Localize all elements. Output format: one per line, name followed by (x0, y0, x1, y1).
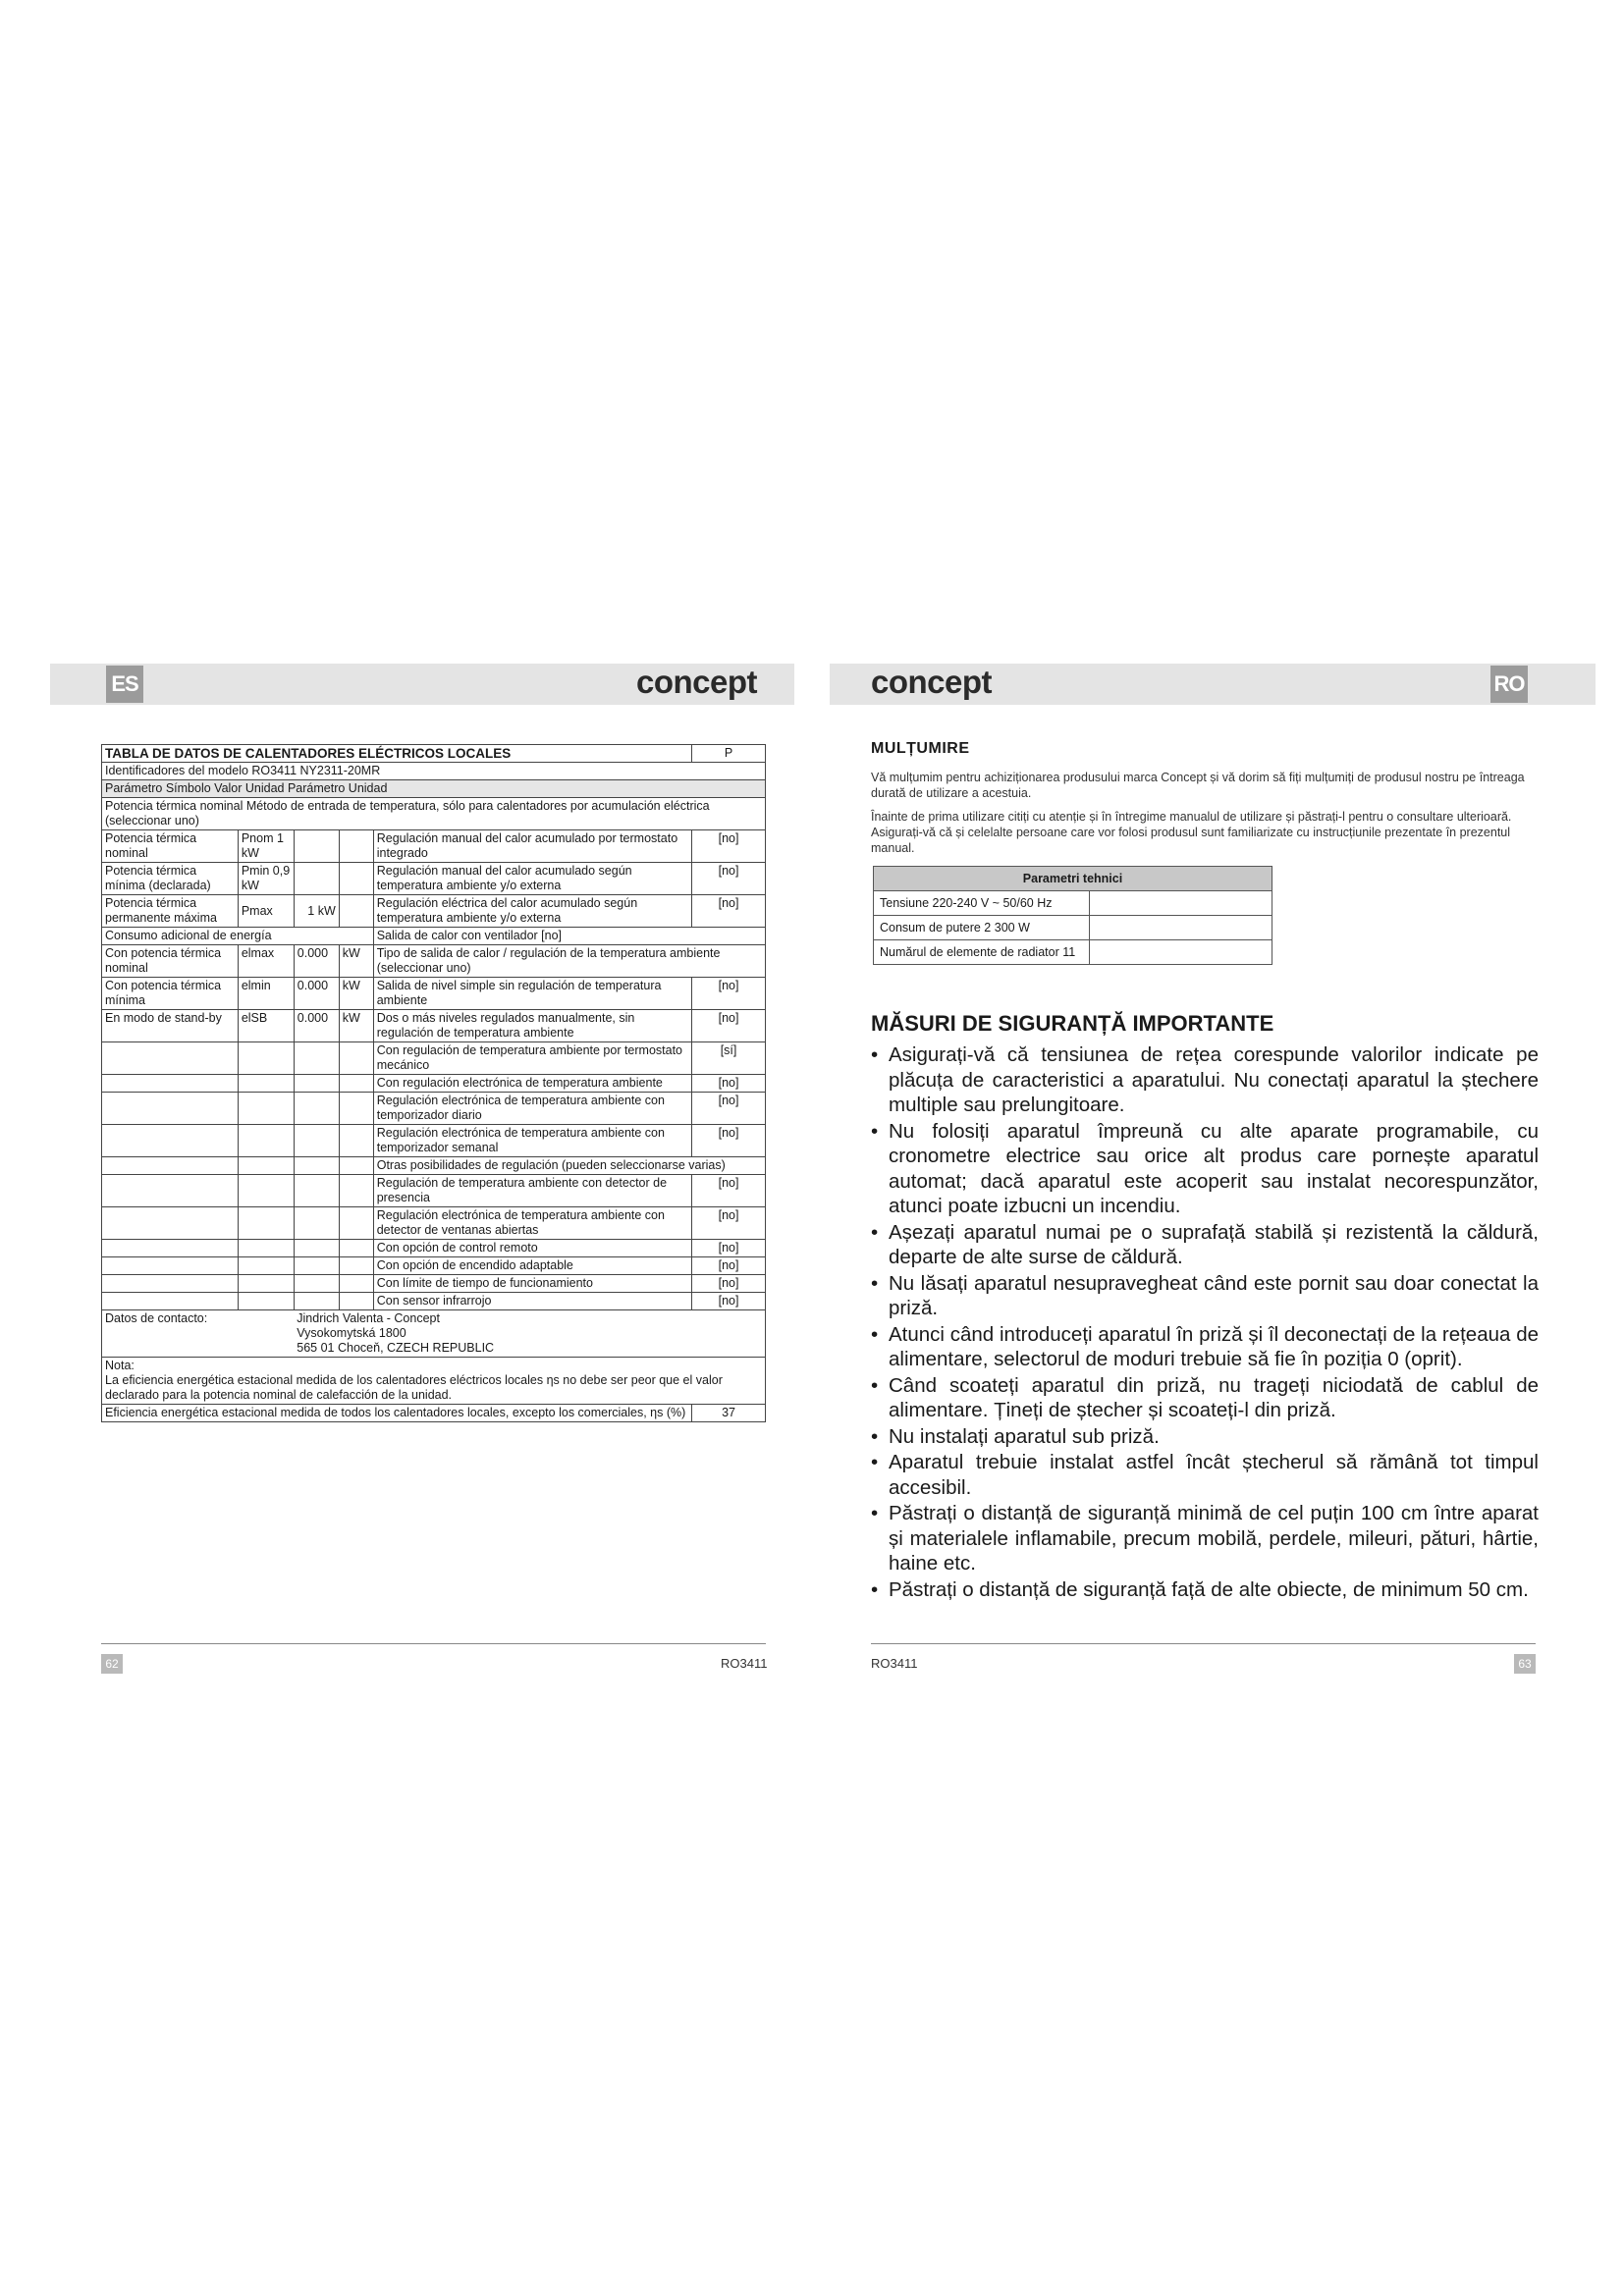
table-row (102, 978, 766, 1010)
tech-param: Numărul de elemente de radiator 11 (874, 940, 1090, 965)
table-row (102, 1075, 766, 1093)
table-row (874, 940, 1272, 965)
desc-cell: Regulación manual del calor acumulado según temperatura ambiente y/o externa (373, 863, 691, 895)
desc-cell: Tipo de salida de calor / regulación de la temperatura ambiente (seleccionar uno) (373, 945, 765, 978)
param-cell: Potencia térmica mínima (declarada) (102, 863, 239, 895)
desc-cell: Regulación electrónica de temperatura ambiente con detector de ventanas abiertas (373, 1207, 691, 1240)
unit-cell: kW (339, 945, 373, 978)
table-row (102, 1275, 766, 1293)
tech-params-table (873, 866, 1272, 965)
unit-cell (339, 830, 373, 863)
es-data-table (101, 744, 766, 1422)
footer-model-left: RO3411 (721, 1656, 768, 1671)
table-row (102, 1157, 766, 1175)
selection-cell: [no] (692, 863, 766, 895)
efficiency-label: Eficiencia energética estacional medida de todos los calentadores locales, excepto los comerciales, ηs (%) (102, 1405, 692, 1422)
unit-cell (339, 895, 373, 928)
selection-cell: [no] (692, 1175, 766, 1207)
desc-cell: Con regulación electrónica de temperatura ambiente (373, 1075, 691, 1093)
selection-cell: [no] (692, 1257, 766, 1275)
list-item: • Când scoateți aparatul din priză, nu trageți niciodată de cablul de alimentare. Țineți de ștecher și scoateți-l din priză. (871, 1373, 1539, 1423)
desc-cell: Regulación electrónica de temperatura ambiente con temporizador semanal (373, 1125, 691, 1157)
note-row (102, 1358, 766, 1405)
unit-cell: kW (339, 978, 373, 1010)
table-row (102, 1175, 766, 1207)
unit-cell: kW (339, 1010, 373, 1042)
param-cell: Potencia térmica permanente máxima (102, 895, 239, 928)
value-cell (294, 830, 339, 863)
desc-cell: Con opción de encendido adaptable (373, 1257, 691, 1275)
value-cell: 1 kW (294, 895, 339, 928)
efficiency-value: 37 (692, 1405, 766, 1422)
unit-cell (339, 863, 373, 895)
brand-logo-left: concept (636, 664, 758, 700)
page-number-right: 63 (1514, 1654, 1536, 1674)
tech-param: Tensiune 220-240 V ~ 50/60 Hz (874, 891, 1090, 916)
contact-line: Vysokomytská 1800 (297, 1326, 406, 1340)
table-row (102, 863, 766, 895)
tech-params-header: Parametri tehnici (874, 867, 1272, 891)
param-cell: En modo de stand-by (102, 1010, 239, 1042)
footer-rule-right (871, 1643, 1536, 1644)
column-headers: Parámetro Símbolo Valor Unidad Parámetro Unidad (102, 780, 766, 798)
desc-cell: Con regulación de temperatura ambiente por termostato mecánico (373, 1042, 691, 1075)
table-row (102, 1207, 766, 1240)
table-row (102, 895, 766, 928)
selection-cell: [no] (692, 1293, 766, 1310)
thanks-title: MULȚUMIRE (871, 740, 970, 757)
table-row (102, 830, 766, 863)
list-item: • Asigurați-vă că tensiunea de rețea corespunde valorilor indicate pe plăcuța de caracteristici a aparatului. Nu conectați aparatul la ștechere multiple sau prelungitoare. (871, 1042, 1539, 1118)
param-cell: Con potencia térmica nominal (102, 945, 239, 978)
symbol-cell: Pnom 1 kW (238, 830, 294, 863)
table-row (102, 1042, 766, 1075)
param-cell: Con potencia térmica mínima (102, 978, 239, 1010)
desc-cell: Regulación eléctrica del calor acumulado según temperatura ambiente y/o externa (373, 895, 691, 928)
symbol-cell: elSB (238, 1010, 294, 1042)
selection-cell: [no] (692, 1207, 766, 1240)
table-row (102, 928, 766, 945)
contact-row (102, 1310, 766, 1358)
value-cell: 0.000 (294, 978, 339, 1010)
selection-cell: [no] (692, 830, 766, 863)
table-row (102, 1125, 766, 1157)
selection-cell: [sí] (692, 1042, 766, 1075)
selection-cell: [no] (692, 1275, 766, 1293)
selection-cell: [no] (692, 1010, 766, 1042)
table-title-col: P (692, 745, 766, 763)
selection-cell: [no] (692, 1240, 766, 1257)
brand-logo-right: concept (871, 664, 993, 700)
table-row (102, 1010, 766, 1042)
fan-output: Salida de calor con ventilador [no] (373, 928, 765, 945)
safety-list (871, 1042, 1539, 1603)
desc-cell: Salida de nivel simple sin regulación de temperatura ambiente (373, 978, 691, 1010)
efficiency-row (102, 1405, 766, 1422)
instructions-paragraph: Înainte de prima utilizare citiți cu atenție și în întregime manualul de utilizare și păstrați-l pentru o consultare ulterioară. Asigurați-vă că și celelalte persoane care vor folosi produsul sunt familiarizate cu instrucțiunile prezentate în prezentul manual. (871, 810, 1512, 855)
note-label: Nota: (105, 1359, 135, 1372)
contact-label: Datos de contacto: (102, 1310, 295, 1358)
symbol-cell: elmax (238, 945, 294, 978)
table-row (102, 945, 766, 978)
table-row (874, 891, 1272, 916)
aux-label: Consumo adicional de energía (102, 928, 374, 945)
selection-cell: [no] (692, 1093, 766, 1125)
safety-title: MĂSURI DE SIGURANȚĂ IMPORTANTE (871, 1011, 1274, 1036)
page-number-left: 62 (101, 1654, 123, 1674)
table-row (102, 1240, 766, 1257)
list-item: • Nu lăsați aparatul nesupravegheat când este pornit sau doar conectat la priză. (871, 1271, 1539, 1321)
thanks-paragraph: Vă mulțumim pentru achiziționarea produsului marca Concept și vă dorim să fiți mulțumiți de produsul nostru pe întreaga durată de utilizare a acestuia. (871, 771, 1525, 800)
footer-rule-left (101, 1643, 766, 1644)
list-item: • Nu folosiți aparatul împreună cu alte aparate programabile, cu cronometre electrice sau orice alt produs care pornește aparatul automat; dacă aparatul este acoperit sau instalat necorespunzător, atunci poate izbucni un incendiu. (871, 1119, 1539, 1219)
desc-cell: Otras posibilidades de regulación (pueden seleccionarse varias) (373, 1157, 765, 1175)
list-item: • Păstrați o distanță de siguranță minimă de cel puțin 100 cm între aparat și materialele inflamabile, precum mobilă, perdele, mileuri, pături, hârtie, haine etc. (871, 1501, 1539, 1576)
selection-cell: [no] (692, 1125, 766, 1157)
list-item: • Așezați aparatul numai pe o suprafață stabilă și rezistentă la căldură, departe de alte surse de căldură. (871, 1220, 1539, 1270)
table-row (874, 916, 1272, 940)
desc-cell: Regulación de temperatura ambiente con detector de presencia (373, 1175, 691, 1207)
language-badge-ro: RO (1490, 666, 1528, 703)
symbol-cell: elmin (238, 978, 294, 1010)
selection-cell: [no] (692, 978, 766, 1010)
selection-cell: [no] (692, 1075, 766, 1093)
selection-cell: [no] (692, 895, 766, 928)
symbol-cell: Pmin 0,9 kW (238, 863, 294, 895)
tech-param: Consum de putere 2 300 W (874, 916, 1090, 940)
table-row (102, 1257, 766, 1275)
value-cell: 0.000 (294, 945, 339, 978)
desc-cell: Regulación manual del calor acumulado por termostato integrado (373, 830, 691, 863)
list-item: • Păstrați o distanță de siguranță față de alte obiecte, de minimum 50 cm. (871, 1577, 1539, 1603)
value-cell: 0.000 (294, 1010, 339, 1042)
list-item: • Aparatul trebuie instalat astfel încât ștecherul să rămână tot timpul accesibil. (871, 1450, 1539, 1500)
table-row (102, 1093, 766, 1125)
param-cell: Potencia térmica nominal (102, 830, 239, 863)
note-text: La eficiencia energética estacional medida de los calentadores eléctricos locales ηs no debe ser peor que el valor declarado para la potencia nominal de calefacción de la unidad. (105, 1373, 723, 1402)
footer-model-right: RO3411 (871, 1656, 918, 1671)
contact-line: 565 01 Choceň, CZECH REPUBLIC (297, 1341, 495, 1355)
symbol-cell: Pmax (238, 895, 294, 928)
table-row (102, 1293, 766, 1310)
list-item: • Nu instalați aparatul sub priză. (871, 1424, 1539, 1450)
heat-output-row: Potencia térmica nominal Método de entrada de temperatura, sólo para calentadores por acumulación eléctrica (seleccionar uno) (102, 798, 766, 830)
table-title: TABLA DE DATOS DE CALENTADORES ELÉCTRICOS LOCALES (102, 745, 692, 763)
contact-line: Jindrich Valenta - Concept (297, 1311, 440, 1325)
desc-cell: Con sensor infrarrojo (373, 1293, 691, 1310)
desc-cell: Regulación electrónica de temperatura ambiente con temporizador diario (373, 1093, 691, 1125)
list-item: • Atunci când introduceți aparatul în priză și îl deconectați de la rețeaua de alimentare, selectorul de moduri trebuie să fie în poziția 0 (oprit). (871, 1322, 1539, 1372)
desc-cell: Con límite de tiempo de funcionamiento (373, 1275, 691, 1293)
language-badge-es: ES (106, 666, 143, 703)
desc-cell: Con opción de control remoto (373, 1240, 691, 1257)
value-cell (294, 863, 339, 895)
desc-cell: Dos o más niveles regulados manualmente, sin regulación de temperatura ambiente (373, 1010, 691, 1042)
model-identifier: Identificadores del modelo RO3411 NY2311-20MR (102, 763, 766, 780)
